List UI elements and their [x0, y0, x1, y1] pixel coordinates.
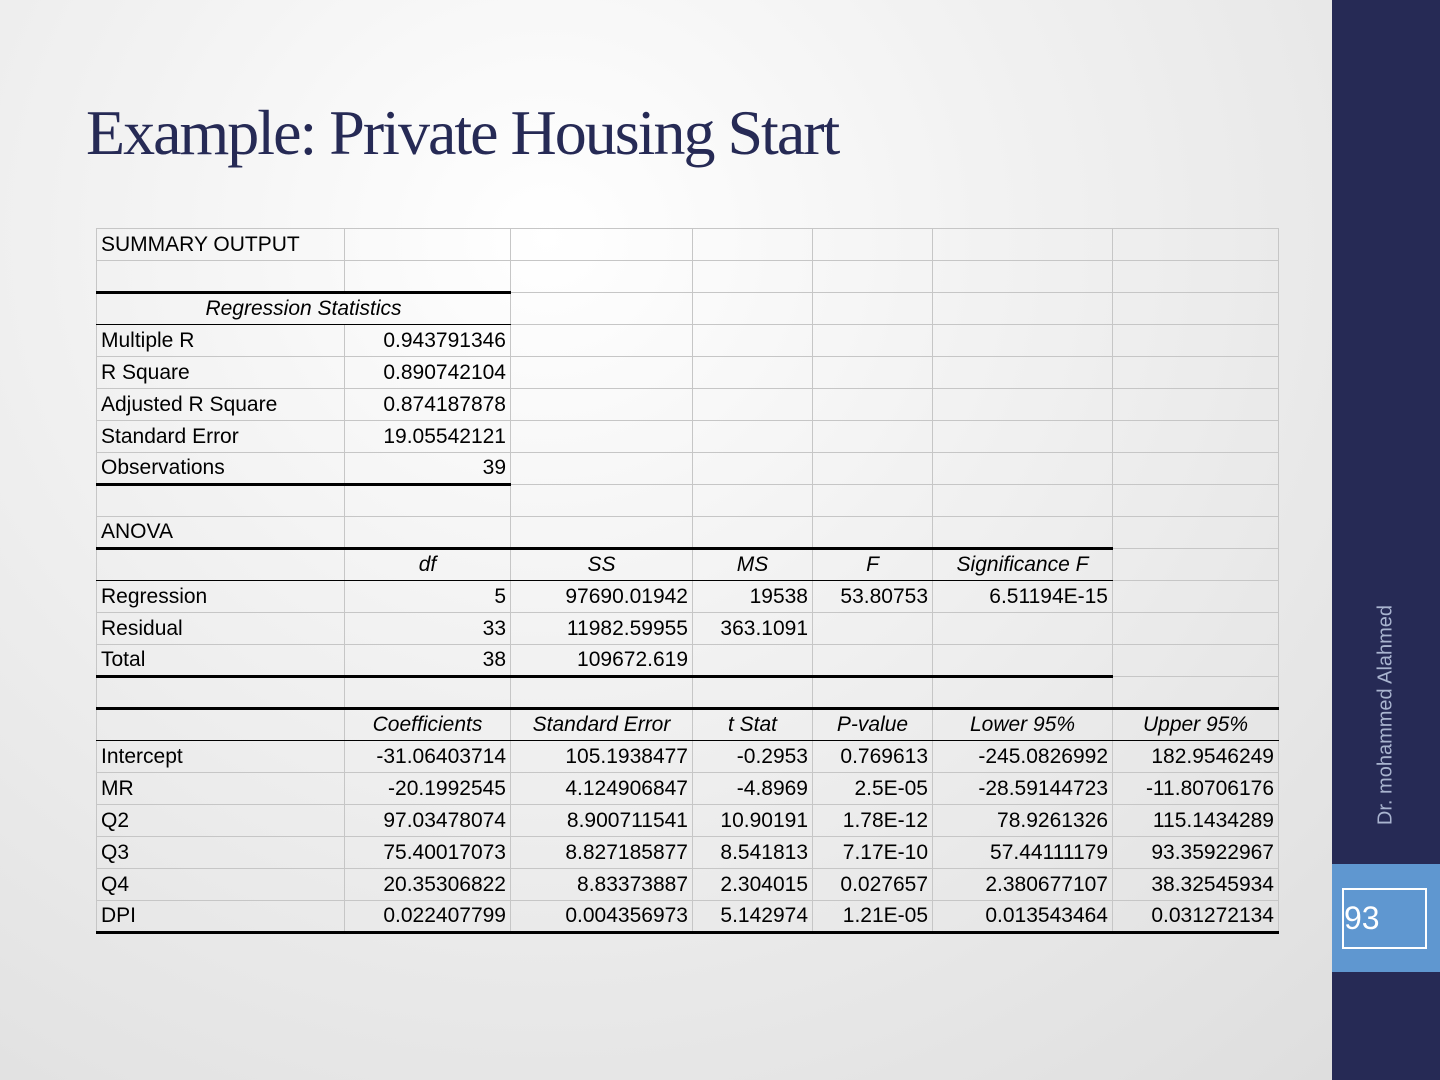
blank-row — [97, 261, 1279, 293]
coefficient-cell: 8.541813 — [693, 837, 813, 869]
anova-heading: ANOVA — [97, 517, 345, 549]
anova-cell: 19538 — [693, 581, 813, 613]
coefficient-cell: 0.022407799 — [345, 901, 511, 933]
table-row — [97, 325, 1279, 357]
coefficient-cell: 105.1938477 — [511, 741, 693, 773]
coefficient-cell: 115.1434289 — [1113, 805, 1279, 837]
blank-row — [97, 485, 1279, 517]
coefficient-cell: -0.2953 — [693, 741, 813, 773]
anova-cell: 53.80753 — [813, 581, 933, 613]
coefficients-header-row — [97, 709, 1279, 741]
author-label: Dr. mohammed Alahmed — [1374, 604, 1397, 826]
coefficient-cell: 2.380677107 — [933, 869, 1113, 901]
coefficient-cell: 0.769613 — [813, 741, 933, 773]
coefficient-cell: 1.21E-05 — [813, 901, 933, 933]
coefficient-cell: -245.0826992 — [933, 741, 1113, 773]
anova-heading-row — [97, 517, 1279, 549]
coefficient-cell: 97.03478074 — [345, 805, 511, 837]
anova-cell — [813, 613, 933, 645]
table-row — [97, 805, 1279, 837]
anova-row-label: Total — [97, 645, 345, 677]
coefficient-cell: 0.004356973 — [511, 901, 693, 933]
table-row — [97, 741, 1279, 773]
anova-row-label: Residual — [97, 613, 345, 645]
anova-cell: 11982.59955 — [511, 613, 693, 645]
page-number: 93 — [1344, 900, 1380, 936]
column-header: Standard Error — [511, 709, 693, 741]
column-header: Upper 95% — [1113, 709, 1279, 741]
stat-label: Observations — [97, 453, 345, 485]
coefficient-cell: 8.900711541 — [511, 805, 693, 837]
stat-label: Adjusted R Square — [97, 389, 345, 421]
regression-statistics-header-row — [97, 293, 1279, 325]
anova-cell: 33 — [345, 613, 511, 645]
table-row — [97, 453, 1279, 485]
summary-output-heading: SUMMARY OUTPUT — [97, 229, 345, 261]
column-header: MS — [693, 549, 813, 581]
coefficient-cell: -31.06403714 — [345, 741, 511, 773]
coefficient-cell: 0.027657 — [813, 869, 933, 901]
anova-cell — [933, 613, 1113, 645]
stat-value: 39 — [345, 453, 511, 485]
coefficient-cell: 38.32545934 — [1113, 869, 1279, 901]
coefficient-cell: 8.83373887 — [511, 869, 693, 901]
stat-value: 0.874187878 — [345, 389, 511, 421]
column-header: Coefficients — [345, 709, 511, 741]
coefficient-row-label: Q4 — [97, 869, 345, 901]
column-header: t Stat — [693, 709, 813, 741]
anova-row-label: Regression — [97, 581, 345, 613]
table-row — [97, 357, 1279, 389]
coefficient-cell: 1.78E-12 — [813, 805, 933, 837]
column-header: F — [813, 549, 933, 581]
anova-cell: 6.51194E-15 — [933, 581, 1113, 613]
column-header: Lower 95% — [933, 709, 1113, 741]
coefficient-cell: -4.8969 — [693, 773, 813, 805]
slide-title: Example: Private Housing Start — [86, 97, 839, 168]
coefficient-row-label: Q3 — [97, 837, 345, 869]
table-row — [97, 581, 1279, 613]
stat-value: 0.890742104 — [345, 357, 511, 389]
anova-cell: 5 — [345, 581, 511, 613]
coefficient-cell: 2.304015 — [693, 869, 813, 901]
coefficient-cell: 20.35306822 — [345, 869, 511, 901]
anova-cell: 97690.01942 — [511, 581, 693, 613]
stat-value: 19.05542121 — [345, 421, 511, 453]
column-header: SS — [511, 549, 693, 581]
coefficient-cell: 182.9546249 — [1113, 741, 1279, 773]
stat-label: Multiple R — [97, 325, 345, 357]
stat-value: 0.943791346 — [345, 325, 511, 357]
table-row — [97, 837, 1279, 869]
column-header: P-value — [813, 709, 933, 741]
coefficient-cell: 5.142974 — [693, 901, 813, 933]
column-header: Significance F — [933, 549, 1113, 581]
coefficient-cell: 75.40017073 — [345, 837, 511, 869]
table-row — [97, 613, 1279, 645]
coefficient-cell: 7.17E-10 — [813, 837, 933, 869]
regression-statistics-heading: Regression Statistics — [97, 293, 511, 325]
table-row — [97, 773, 1279, 805]
anova-cell: 109672.619 — [511, 645, 693, 677]
coefficient-row-label: Intercept — [97, 741, 345, 773]
summary-output-table — [96, 228, 1279, 934]
coefficient-cell: 78.9261326 — [933, 805, 1113, 837]
anova-cell — [813, 645, 933, 677]
coefficient-row-label: DPI — [97, 901, 345, 933]
column-header: df — [345, 549, 511, 581]
coefficient-cell: 4.124906847 — [511, 773, 693, 805]
table-row — [97, 645, 1279, 677]
stat-label: Standard Error — [97, 421, 345, 453]
coefficient-cell: 8.827185877 — [511, 837, 693, 869]
coefficient-cell: 93.35922967 — [1113, 837, 1279, 869]
anova-cell: 38 — [345, 645, 511, 677]
coefficient-row-label: MR — [97, 773, 345, 805]
coefficient-cell: 57.44111179 — [933, 837, 1113, 869]
coefficient-row-label: Q2 — [97, 805, 345, 837]
coefficient-cell: -20.1992545 — [345, 773, 511, 805]
table-row — [97, 389, 1279, 421]
anova-header-row — [97, 549, 1279, 581]
table-row — [97, 869, 1279, 901]
anova-cell — [693, 645, 813, 677]
coefficient-cell: -11.80706176 — [1113, 773, 1279, 805]
coefficient-cell: 0.013543464 — [933, 901, 1113, 933]
coefficient-cell: 0.031272134 — [1113, 901, 1279, 933]
coefficient-cell: -28.59144723 — [933, 773, 1113, 805]
blank-row — [97, 677, 1279, 709]
coefficient-cell: 10.90191 — [693, 805, 813, 837]
coefficient-cell: 2.5E-05 — [813, 773, 933, 805]
table-row — [97, 421, 1279, 453]
anova-cell: 363.1091 — [693, 613, 813, 645]
summary-heading-row — [97, 229, 1279, 261]
anova-cell — [933, 645, 1113, 677]
table-row — [97, 901, 1279, 933]
page-number-box — [1332, 864, 1440, 972]
stat-label: R Square — [97, 357, 345, 389]
